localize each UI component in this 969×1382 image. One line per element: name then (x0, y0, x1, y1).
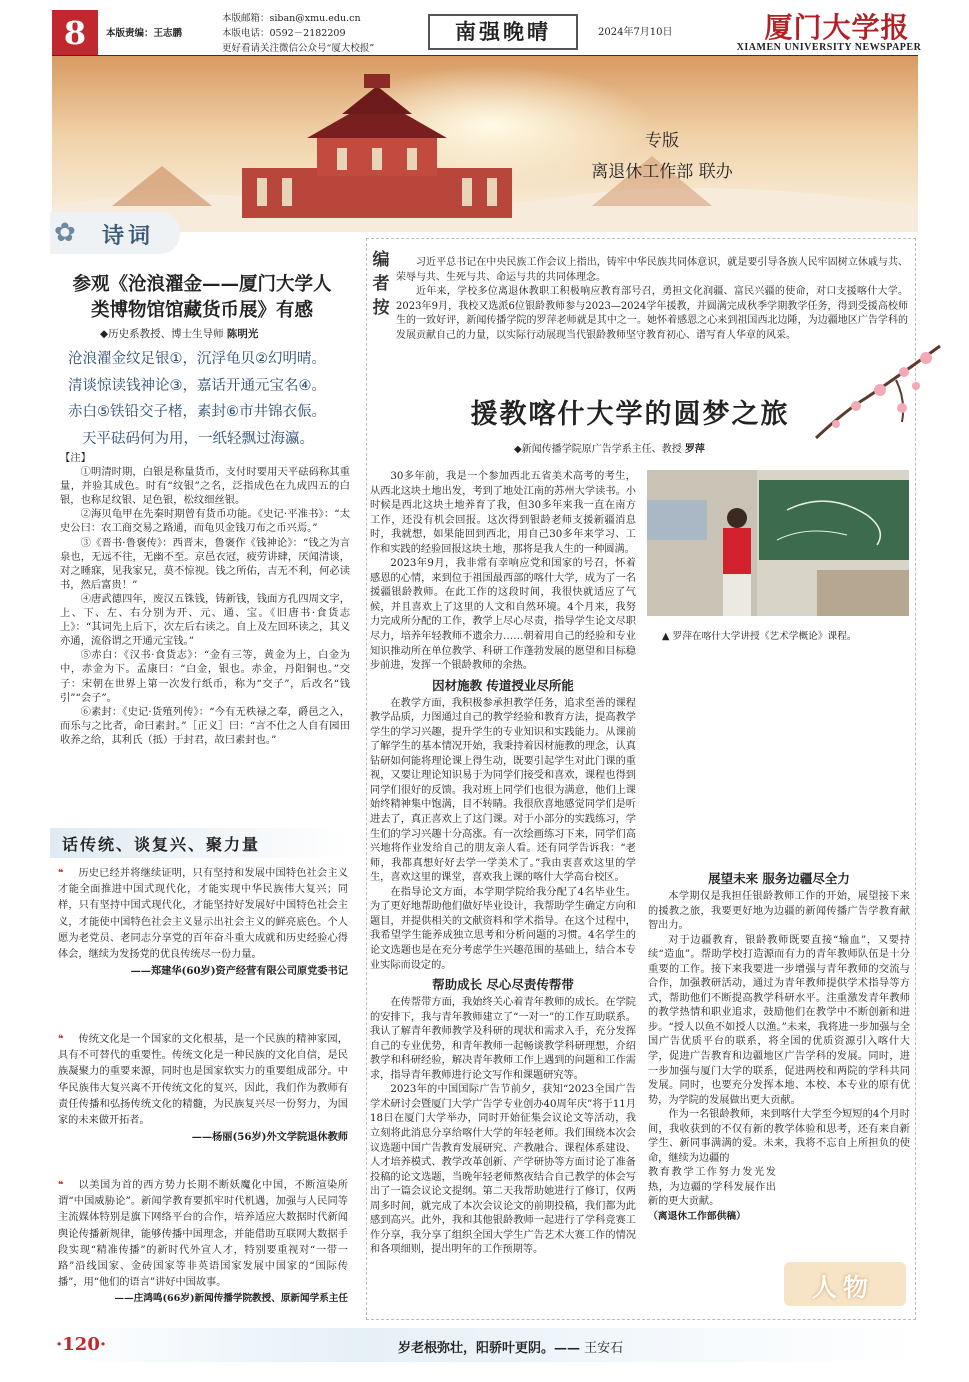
footer-quote-text: 岁老根弥壮，阳骄叶更阴。—— (398, 1341, 581, 1356)
editor-note-para: 习近平总书记在中央民族工作会议上指出，铸牢中华民族共同体意识，就是要引导各族人民牢固树立休戚与共、荣辱与共、生死与共、命运与共的共同体理念。 (396, 257, 908, 283)
editor-note-para: 近年来，学校多位离退休教职工积极响应教育部号召，勇担文化润疆、富民兴疆的使命，对口支援喀什大学。2023年9月，我校又选派6位银龄教师参与2023—2024学年援教，并圆满完成秋季学期教学任务，得到受援高校师生的一致好评，新闻传播学院的罗萍老师就是其中之一。她怀着感恩之心来到祖国西北边陲，为边疆地区广告学科的发展贡献自己的力量，以实际行动展现当代银龄教师坚守教育初心、谱写育人华章的风采。 (396, 286, 908, 341)
poem-notes (60, 451, 350, 747)
article-title: 援教喀什大学的圆梦之旅 (470, 399, 790, 430)
poem-author: 陈明光 (226, 328, 259, 340)
talk-item-signature: ——杨丽(56岁)外文学院退休教师 (191, 1131, 348, 1144)
article-para: 30多年前，我是一个参加西北五省美术高考的考生，从西北这块土地出发，考到了地处江南的苏州大学读书。小时候是西北这块土地养育了我，但30多年来我一直在南方工作，还没有机会回报。这次得到银龄老师支援新疆消息时，我就想，如果能回到西北，用自己30多年来学习、工作和实践的经验回报这块土地，那将是我人生的一种圆满。 (370, 471, 636, 555)
article-para: 本学期仅是我担任银龄教师工作的开始，展望接下来的援教之旅，我要更好地为边疆的新闻传播广告学教育献智出力。 (648, 891, 910, 932)
teacher-lecturing-photo (647, 470, 909, 616)
photo-caption: ▲ 罗萍在喀什大学讲授《艺术学概论》课程。 (662, 631, 857, 642)
wechat-label: 更好看请关注微信公众号“厦大校报” (222, 43, 375, 54)
page-number-box (52, 10, 98, 56)
article-para: 对于边疆教育，银龄教师既要直接“输血”，又要持续“造血”。帮助学校打造源而有力的青年教师队伍是十分重要的工作。接下来我要进一步增强与青年教师的交流与合作，加强教研活动，通过为青年教师提供学术指导等方式，帮助他们不断提高教学科研水平。注重激发青年教师的教学热情和职业追求，鼓励他们在教学中不断创新和进步。“授人以鱼不如授人以渔。”未来，我将进一步加强与全国广告优质平台的联系，将全国的优质资源引入喀什大学，促进广告教育和边疆地区广告学科的发展。同时，进一步加强与厦门大学的联系，促进两校和两院的学科共同发展。同时，也要充分发挥本地、本校、本专业的原有优势，为学院的发展做出更大贡献。 (648, 934, 910, 1106)
talk-list (58, 866, 348, 1308)
article-para: 在指导论文方面，本学期学院给我分配了4名毕业生。为了更好地帮助他们做好毕业设计，我帮助学生确定方向和题目，并提供相关的文献资料和学术指导。在这个过程中，我希望学生能养成独立思考和分析问题的习惯。4名学生的论文选题也是在充分考虑学生兴趣范围的基础上，结合本专业实际而设定的。 (370, 886, 636, 971)
talk-item-text: 传统文化是一个国家的文化根基，是一个民族的精神家园，具有不可替代的重要性。传统文化是一种民族的文化自信，是民族凝聚力的重要来源，同时也是国家软实力的重要组成部分。中华民族伟大复兴离不开传统文化的复兴，因此，我们作为教师有责任传播和弘扬传统文化的精髓，为民族复兴尽一份努力，为国家的未来做开拓者。 (58, 1034, 348, 1127)
quote-mark-icon: ❝ (58, 1034, 64, 1045)
talk-item (58, 1032, 348, 1178)
article-para: 在传帮带方面，我始终关心着青年教师的成长。在学院的安排下，我与青年教师建立了“一对一”的工作互助联系。我认了解青年教师教学及科研的现状和需求入手，充分发挥自己的专业优势，和青年教师一起畅谈教学科研理想，介绍教学和科研经验，解决青年教师工作上遇到的问题和工作需求，指导青年教师进行论文写作和课题研究等。 (370, 997, 636, 1081)
editor-note-label: 编者按 (372, 250, 390, 318)
note-item: ①明清时期，白银是称量货币，支付时要用天平砝码称其重量，并验其成色。时有“纹银”之名，泛指成色在九成四五的白银，也称足纹银、足色银，松纹细丝银。 (60, 466, 350, 507)
notes-label: 【注】 (60, 452, 91, 464)
poem-line: 天平砝码何为用，一纸轻飘过海瀛。 (82, 430, 314, 447)
article-column-1 (366, 470, 636, 1256)
editor-label: 本版责编：王志鹏 (106, 28, 183, 39)
person-tag-label: 人物 (812, 1273, 875, 1302)
poem-line: 赤白⑤铁铅交子楮，素封⑥市井锦衣侲。 (68, 404, 326, 420)
poetry-section-tab (50, 212, 180, 254)
newspaper-logo: 厦门大学报 (764, 11, 910, 44)
talk-item-signature: ——郑建华(60岁)资产经营有限公司原党委书记 (130, 965, 348, 978)
poem-byline-text: ◆历史系教授、博士生导师 (100, 328, 224, 340)
talk-section-title: 话传统、谈复兴、聚力量 (62, 835, 261, 854)
article-para: 2023年的中国国际广告节前夕，获知“2023全国广告学术研讨会暨厦门大学广告学专业创办40周年庆”将于11月18日在厦门大学举办，同时开始征集会议论文等活动，我立刻将此消息分享给喀什大学的年轻老师。我们围绕本次会议选题中国广告教育发展研究、产教融合、课程体系建设、人才培养模式、教学改革创新、产学研协等方面讨论了准备投稿的论文选题，当晚年轻老师熬夜结合自己教学的体会写出了一篇会议论文提纲。第二天我帮助她进行了修订，仅两周多时间，就完成了本次会议论文的前期投稿，我们都为此感到高兴。此外，我和其他银龄教师一起进行了学科竞赛工作分享，我分享了组织全国大学生广告艺术大赛工作的情况和各项细则，提出明年的工作预期等。 (370, 1084, 636, 1256)
issue-date: 2024年7月10日 (598, 27, 673, 38)
note-item: ⑥素封：《史记·货殖列传》：“今有无秩禄之奉，爵邑之入，而乐与之比者，命曰素封。”［正义］曰：“言不仕之人自有园田收养之给，其利氏（抵）于封君，故曰素封也。” (60, 705, 350, 746)
article-para: 作为一名银龄教师，来到喀什大学至今短短的4个月时间，我收获到的不仅有新的教学体验和思考，还有来自新学生、新同事满满的爱。未来，我将不忘自上所担负的使命，继续为边疆的 (648, 1109, 910, 1164)
poem-title (52, 272, 352, 324)
poem-title-line-2: 类博物馆馆藏货币展》有感 (90, 300, 313, 321)
editor-note-body (396, 256, 908, 344)
article-byline (514, 440, 705, 455)
article-para: 在教学方面，我积极参承担教学任务，追求至善的课程教学品质，力图通过自己的教学经验和教育方法，提高教学学生的学习兴趣，提升学生的专业知识和实践能力。从课前了解学生的基本情况开始，我秉持着因材施教的理念，认真钻研如何能将理论课上得生动，既要引起学生对此门课的重视，又要让理论知识易于为同学们接受和喜欢，课程也得到同学们很好的反馈。我对班上同学们也很为满意，他们上课始终精神集中饱满，目不转睛。我很欣喜地感觉同学们是听进去了，真正喜欢上了这门课。对于小部分的实践练习，学生们的学习兴趣十分高涨。有一次绘画练习下来，同学们高兴地将作业发给自己的朋友亲人看。还有同学告诉我：“老师，我都真想好好去学一学美术了。”我由衷喜欢这里的学生，喜欢这里的课堂，喜欢我上课的喀什大学高台校区。 (370, 697, 636, 884)
poem-title-line-1: 参观《沧浪濯金——厦门大学人 (72, 274, 332, 295)
ink-brush-icon: ✿ (54, 218, 76, 248)
talk-item-text: 历史已经并将继续证明，只有坚持和发展中国特色社会主义才能全面推进中国式现代化，才能实现中华民族伟大复兴；同样，只有坚持中国式现代化，才能坚持好发展好中国特色社会主义，才能使中国特色社会主义显示出社会主义的鲜亮底色。个人愿为老党员、老同志分享党的百年奋斗重大成就和历史经验心得体会，继续为发扬党的优良传统尽一份力量。 (58, 868, 348, 961)
poetry-section-title: 诗词 (102, 223, 155, 249)
page-number: 8 (63, 14, 87, 52)
email-label: 本版邮箱：siban@xmu.edu.cn (222, 13, 361, 24)
article-para: 2023年9月，我非常有幸响应党和国家的号召，怀着感恩的心情，来到位于祖国最西部的喀什大学，成为了一名援疆银龄教师。在此工作的这段时间，我很快就适应了气候，并且喜欢上了这里的人文和自然环境。4个月来，我努力完成所分配的工作，教学上尽心尽责，指导学生论文尽职尽力，培养年轻教师不遗余力……朝着用自己的经验和专业知识推动所在单位教学、科研工作蓬勃发展的愿望和目标稳步前进，发挥一个银龄教师的余热。 (370, 558, 636, 672)
banner-special: 专版 (645, 131, 679, 151)
article-author: 罗萍 (684, 444, 705, 455)
article-photo (647, 470, 909, 616)
note-item: ②海贝龟甲在先秦时期曾有货币功能。《史记·平准书》：“太史公曰：农工商交易之路通，而龟贝金钱刀布之币兴焉。” (60, 508, 350, 535)
note-item: ③《晋书·鲁褒传》：西晋末，鲁褒作《钱神论》：“钱之为言泉也，无远不往，无幽不至。京邑衣冠，疲劳讲肆，厌闻清谈，对之睡寐，见我家兄，莫不惊视。钱之所佑，吉无不利，何必读书，然后富贵！” (60, 536, 350, 591)
quote-mark-icon: ❝ (58, 868, 64, 879)
banner-co-organizer: 离退休工作部 联办 (591, 162, 733, 182)
phone-label: 本版电话：0592－2182209 (222, 28, 346, 39)
subheading: 帮助成长 尽心尽责传帮带 (432, 977, 574, 993)
newspaper-logo-en: XIAMEN UNIVERSITY NEWSPAPER (736, 42, 922, 53)
talk-item (58, 1178, 348, 1308)
talk-section-header (50, 828, 350, 858)
note-item: ④唐武德四年，废汉五铢钱，铸新钱，钱面方孔四周文字，上、下、左、右分别为开、元、通、宝。《旧唐书·食货志上》：“其词先上后下，次左后右读之。自上及左回环读之，其义亦通，流俗谓之开通元宝钱。” (60, 592, 350, 648)
banner-illustration (52, 56, 918, 232)
subheading: 因材施教 传道授业尽所能 (432, 677, 574, 693)
poem-line: 沧浪濯金纹足银①，沉浮龟贝②幻明晴。 (68, 351, 326, 367)
talk-item-signature: ——庄鸿鸣(66岁)新闻传播学院教授、原新闻学系主任 (114, 1293, 348, 1305)
poem-body (68, 346, 358, 452)
poem-line: 清谈惊读钱神论③，嘉话开通元宝名④。 (68, 377, 326, 394)
footer-quote-author: 王安石 (584, 1341, 624, 1356)
talk-item-text: 以美国为首的西方势力长期不断妖魔化中国，不断渲染所谓“中国威胁论”。新闻学教育要抓牢时代机遇，加强与人民同等主流媒体特别是旗下网络平台的合作，培养适应大数据时代新闻舆论传播新规律，能够传播中国理念，并能借助互联网大数据手段实现“精准传播”的新时代外宣人才，特别要重视对“一带一路”沿线国家、金砖国家等非英语国家发展中国家的“国际传播”，用“他们的语言”讲好中国故事。 (58, 1180, 348, 1289)
talk-item (58, 866, 348, 1032)
article-byline-text: ◆新闻传播学院原广告学系主任、教授 (514, 444, 682, 455)
note-item: ⑤赤白：《汉书·食货志》：“金有三等，黄金为上，白金为中，赤金为下。孟康曰：“白金，银也。赤金，丹阳铜也。”交子：宋朝在世界上第一次发行纸币，称为“交子”，后改名“钱引”“会子”。 (60, 649, 350, 704)
quote-mark-icon: ❝ (58, 1180, 64, 1191)
article-source: （离退休工作部供稿） (648, 1211, 746, 1223)
footer-quote (398, 1337, 623, 1356)
footer-page-number: ·120· (56, 1334, 107, 1355)
subheading: 展望未来 服务边疆尽全力 (708, 871, 850, 886)
poem-byline (100, 326, 258, 341)
article-para: 教育教学工作努力发光发热，为边疆的学科发展作出新的更大贡献。 (648, 1167, 776, 1208)
person-tag (784, 1262, 906, 1306)
banner (52, 56, 918, 232)
article-column-2 (648, 648, 910, 1225)
column-name: 南强晚晴 (428, 14, 578, 50)
